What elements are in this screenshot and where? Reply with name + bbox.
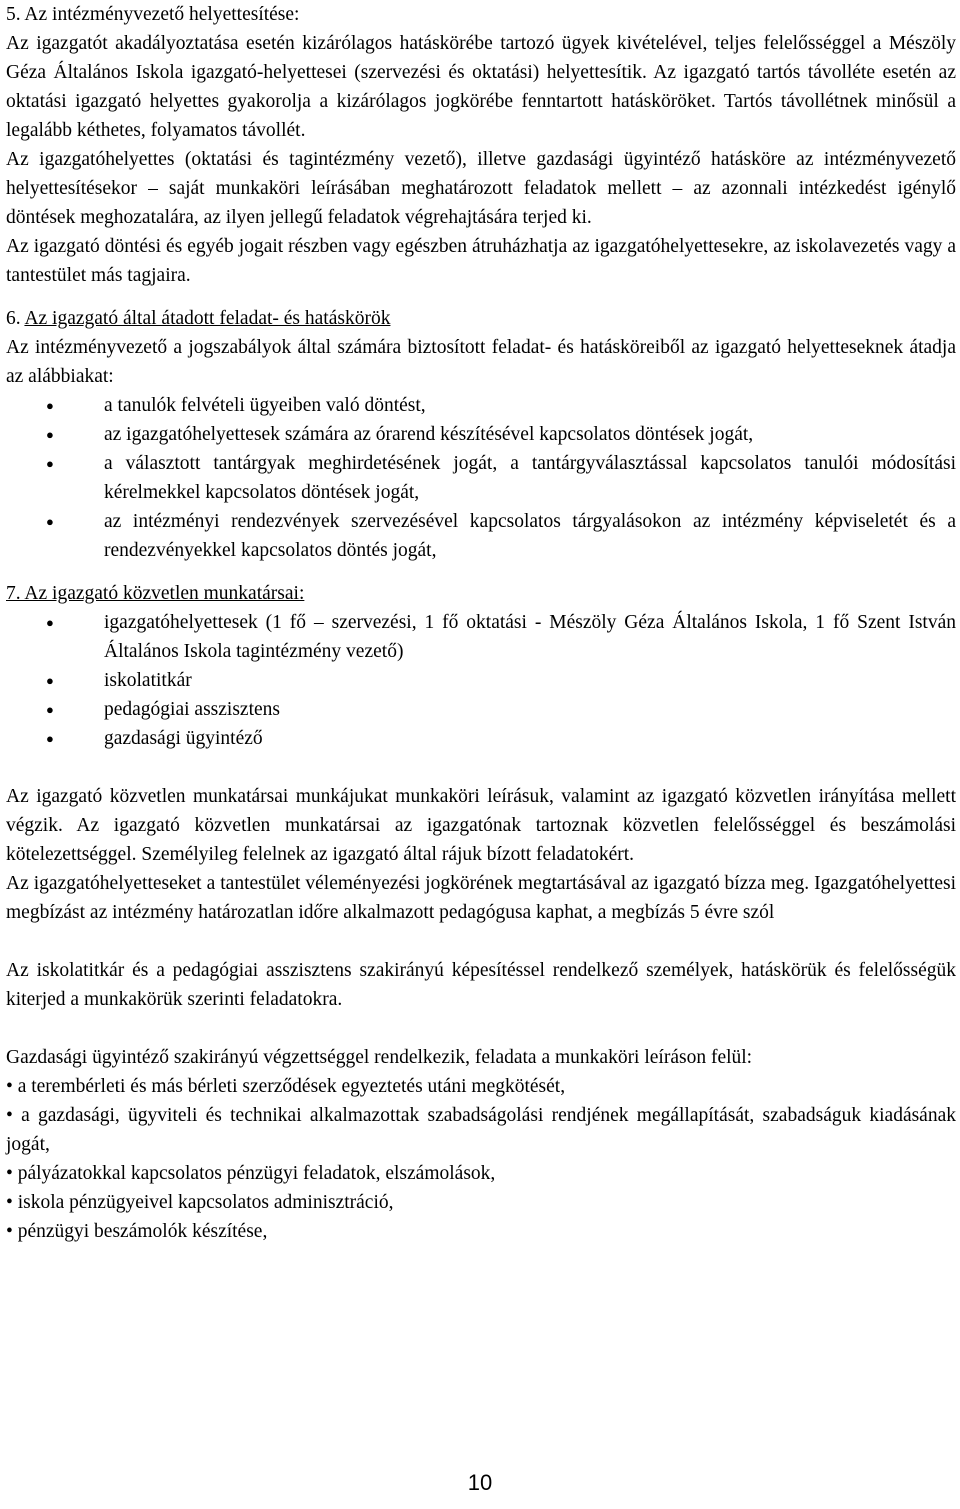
- section-7-paragraph-2: Az igazgatóhelyetteseket a tantestület véleményezési jogkörének megtartásával az igazgató bízza meg. Igazgatóhelyettesi megbízást az intézmény határozatlan időre alkalmazott pedagógusa kaphat, a megbízás 5 évre szól: [6, 873, 956, 923]
- section-7-paragraph-4: Gazdasági ügyintéző szakirányú végzettséggel rendelkezik, feladata a munkaköri leíráson felül:: [6, 1047, 753, 1068]
- sub-list-item: • iskola pénzügyeivel kapcsolatos adminisztráció,: [6, 1192, 394, 1213]
- section-7-paragraph-3: Az iskolatitkár és a pedagógiai asszisztens szakirányú képesítéssel rendelkező személyek, hatáskörük és felelősségük kiterjed a munkakörük szerinti feladatokra.: [6, 960, 956, 1010]
- section-6-list: [6, 391, 956, 565]
- section-5-paragraph-1: Az igazgatót akadályoztatása esetén kizárólagos hatáskörébe tartozó ügyek kivételével, teljes felelősséggel a Mészöly Géza Általános Iskola igazgató-helyettesei (szervezési és oktatási) helyettesítik. Az igazgató tartós távolléte esetén az oktatási igazgató helyettes gyakorolja a kizárólagos jogkörébe fenntartott hatásköröket. Tartós távollétnek minősül a legalább kéthetes, folyamatos távollét.: [6, 33, 956, 141]
- section-7-title: 7. Az igazgató közvetlen munkatársai:: [6, 583, 305, 604]
- list-item: ● a tanulók felvételi ügyeiben való döntést,: [6, 391, 956, 420]
- sub-list-item: • a terembérleti és más bérleti szerződések egyeztetés utáni megkötését,: [6, 1076, 566, 1097]
- section-7-list: [6, 608, 956, 753]
- section-5-title: 5. Az intézményvezető helyettesítése:: [6, 4, 300, 25]
- section-6-intro: Az intézményvezető a jogszabályok által számára biztosított feladat- és hatásköreiből az igazgató helyetteseknek átadja az alábbiakat:: [6, 337, 956, 387]
- spacer: [6, 753, 956, 782]
- list-item: ● igazgatóhelyettesek (1 fő – szervezési, 1 fő oktatási - Mészöly Géza Általános Iskola, 1 fő Szent István Általános Iskola tagintézmény vezető): [6, 608, 956, 666]
- list-item: ● pedagógiai asszisztens: [6, 695, 956, 724]
- section-6-title: Az igazgató által átadott feladat- és hatáskörök: [24, 308, 391, 329]
- spacer: [6, 290, 956, 304]
- list-item: ● az intézményi rendezvények szervezésével kapcsolatos tárgyalásokon az intézmény képviseletét és a rendezvényekkel kapcsolatos döntés jogát,: [6, 507, 956, 565]
- page-number: 10: [467, 1470, 493, 1495]
- section-5-paragraph-2: Az igazgatóhelyettes (oktatási és tagintézmény vezető), illetve gazdasági ügyintéző hatásköre az intézményvezető helyettesítésekor – saját munkaköri leírásában meghatározott feladatok mellett – az azonnali intézkedést igénylő döntések meghozatalára, az ilyen jellegű feladatok végrehajtására terjed ki.: [6, 149, 956, 228]
- section-6-number: 6.: [6, 308, 21, 329]
- section-6-heading: [6, 304, 956, 333]
- spacer: [6, 927, 956, 956]
- section-5-paragraph-3: Az igazgató döntési és egyéb jogait részben vagy egészben átruházhatja az igazgatóhelyettesekre, az iskolavezetés vagy a tantestület más tagjaira.: [6, 236, 956, 286]
- list-item: ● iskolatitkár: [6, 666, 956, 695]
- document-page: [6, 0, 956, 1246]
- list-item: ● a választott tantárgyak meghirdetésének jogát, a tantárgyválasztással kapcsolatos tanulói módosítási kérelmekkel kapcsolatos döntések jogát,: [6, 449, 956, 507]
- list-item: ● az igazgatóhelyettesek számára az órarend készítésével kapcsolatos döntések jogát,: [6, 420, 956, 449]
- spacer: [6, 1014, 956, 1043]
- section-7-paragraph-1: Az igazgató közvetlen munkatársai munkájukat munkaköri leírásuk, valamint az igazgató közvetlen irányítása mellett végzik. Az igazgató közvetlen munkatársai az igazgatónak tartoznak közvetlen felelősséggel és beszámolási kötelezettséggel. Személyileg felelnek az igazgató által rájuk bízott feladatokért.: [6, 786, 956, 865]
- sub-list-item: • pénzügyi beszámolók készítése,: [6, 1221, 268, 1242]
- list-item: ● gazdasági ügyintéző: [6, 724, 956, 753]
- spacer: [6, 565, 956, 579]
- sub-list-item: • pályázatokkal kapcsolatos pénzügyi feladatok, elszámolások,: [6, 1163, 496, 1184]
- sub-list-item: • a gazdasági, ügyviteli és technikai alkalmazottak szabadságolási rendjének megállapítását, szabadságuk kiadásának jogát,: [6, 1105, 956, 1155]
